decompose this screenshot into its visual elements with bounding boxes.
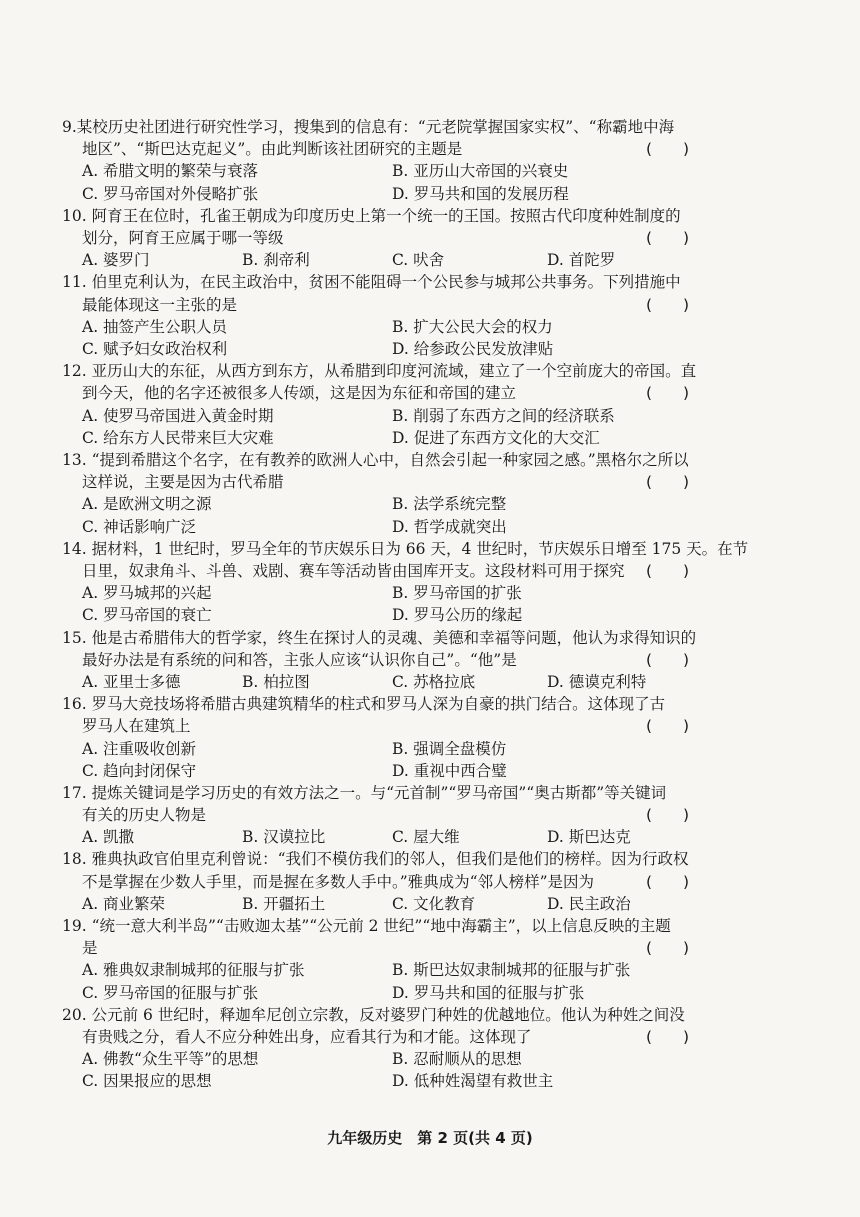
question-text: 18. 雅典执政官伯里克利曾说：“我们不模仿我们的邻人，但我们是他们的榜样。因为行政权 — [62, 850, 689, 869]
question-stem-line — [62, 715, 722, 737]
question-stem-line — [62, 848, 722, 870]
page-footer: 九年级历史 第 2 页(共 4 页) — [327, 1129, 533, 1147]
option-b[interactable]: B. 强调全盘模仿 — [392, 739, 507, 758]
question-stem-line — [62, 271, 722, 293]
question-item — [62, 271, 722, 360]
options-row — [62, 893, 722, 915]
option-b[interactable]: B. 柏拉图 — [242, 672, 310, 691]
answer-blank[interactable]: ( ) — [646, 1028, 690, 1047]
option-c[interactable]: C. 趋向封闭保守 — [82, 761, 197, 780]
question-item — [62, 627, 722, 694]
question-text: 地区”、“斯巴达克起义”。由此判断该社团研究的主题是 — [82, 140, 463, 159]
question-stem-line — [62, 560, 722, 582]
answer-blank[interactable]: ( ) — [646, 806, 690, 825]
question-stem-line — [62, 205, 722, 227]
options-row — [62, 1048, 722, 1070]
question-text: 20. 公元前 6 世纪时，释迦牟尼创立宗教，反对婆罗门种姓的优越地位。他认为种姓之间没 — [62, 1005, 685, 1024]
option-c[interactable]: C. 罗马帝国的征服与扩张 — [82, 983, 259, 1002]
options-row — [62, 493, 722, 515]
answer-blank[interactable]: ( ) — [646, 561, 690, 580]
question-item — [62, 116, 722, 205]
question-text: 划分，阿育王应属于哪一等级 — [82, 228, 284, 247]
option-d[interactable]: D. 重视中西合璧 — [392, 761, 507, 780]
options-row — [62, 316, 722, 338]
question-text: 有贵贱之分，看人不应分种姓出身，应看其行为和才能。这体现了 — [82, 1028, 532, 1047]
option-c[interactable]: C. 文化教育 — [392, 894, 476, 913]
options-row — [62, 516, 722, 538]
question-text: 不是掌握在少数人手里，而是握在多数人手中。”雅典成为“邻人榜样”是因为 — [82, 872, 595, 891]
options-row — [62, 1070, 722, 1092]
question-stem-line — [62, 471, 722, 493]
options-row — [62, 405, 722, 427]
options-row — [62, 338, 722, 360]
question-stem-line — [62, 782, 722, 804]
options-row — [62, 760, 722, 782]
options-row — [62, 826, 722, 848]
question-item — [62, 848, 722, 915]
question-stem-line — [62, 649, 722, 671]
question-text: 9.某校历史社团进行研究性学习，搜集到的信息有：“元老院掌握国家实权”、“称霸地中海 — [62, 118, 675, 136]
question-text: 11. 伯里克利认为，在民主政治中，贫困不能阻碍一个公民参与城邦公共事务。下列措施中 — [62, 273, 681, 292]
option-c[interactable]: C. 神话影响广泛 — [82, 517, 197, 536]
answer-blank[interactable]: ( ) — [646, 384, 690, 403]
question-text: 日里，奴隶角斗、斗兽、戏剧、赛车等活动皆由国库开支。这段材料可用于探究 — [82, 561, 625, 580]
question-text: 15. 他是古希腊伟大的哲学家，终生在探讨人的灵魂、美德和幸福等问题，他认为求得知识的 — [62, 628, 697, 647]
options-row — [62, 183, 722, 205]
option-b[interactable]: B. 忍耐顺从的思想 — [392, 1050, 522, 1069]
option-b[interactable]: B. 亚历山大帝国的兴衰史 — [392, 162, 569, 181]
question-list — [62, 116, 749, 1093]
options-row — [62, 160, 722, 182]
question-item — [62, 538, 749, 627]
option-c[interactable]: C. 赋予妇女政治权利 — [82, 339, 228, 358]
answer-blank[interactable]: ( ) — [646, 473, 690, 492]
option-a[interactable]: A. 佛教“众生平等”的思想 — [82, 1050, 259, 1069]
question-item — [62, 360, 722, 449]
option-a[interactable]: A. 使罗马帝国进入黄金时期 — [82, 406, 274, 425]
options-row — [62, 982, 722, 1004]
option-d[interactable]: D. 斯巴达克 — [547, 828, 631, 847]
question-stem-line — [62, 871, 722, 893]
option-a[interactable]: A. 凯撒 — [82, 828, 135, 847]
question-text: 12. 亚历山大的东征，从西方到东方，从希腊到印度河流域，建立了一个空前庞大的帝国。直 — [62, 362, 697, 381]
option-a[interactable]: A. 婆罗门 — [82, 251, 150, 270]
question-stem-line — [62, 227, 722, 249]
option-b[interactable]: B. 开疆拓土 — [242, 894, 326, 913]
question-text: 最能体现这一主张的是 — [82, 295, 238, 314]
option-c[interactable]: C. 苏格拉底 — [392, 672, 476, 691]
options-row — [62, 671, 722, 693]
question-text: 10. 阿育王在位时，孔雀王朝成为印度历史上第一个统一的王国。按照古代印度种姓制度的 — [62, 206, 681, 225]
question-stem-line — [62, 627, 722, 649]
question-text: 13. “提到希腊这个名字，在有教养的欧洲人心中，自然会引起一种家园之感。”黑格尔之所以 — [62, 450, 689, 469]
question-text: 是 — [82, 939, 98, 958]
question-text: 到今天，他的名字还被很多人传颂，这是因为东征和帝国的建立 — [82, 384, 517, 403]
question-text: 有关的历史人物是 — [82, 806, 207, 825]
question-stem-line — [62, 1026, 722, 1048]
option-d[interactable]: D. 罗马公历的缘起 — [392, 606, 523, 625]
question-stem-line — [62, 1004, 722, 1026]
option-c[interactable]: C. 屋大维 — [392, 828, 460, 847]
option-d[interactable]: D. 哲学成就突出 — [392, 517, 507, 536]
answer-blank[interactable]: ( ) — [646, 939, 690, 958]
question-stem-line — [62, 138, 722, 160]
question-text: 罗马人在建筑上 — [82, 717, 191, 736]
question-item — [62, 782, 722, 849]
option-a[interactable]: A. 雅典奴隶制城邦的征服与扩张 — [82, 961, 305, 980]
option-c[interactable]: C. 给东方人民带来巨大灾难 — [82, 428, 274, 447]
question-item — [62, 693, 722, 782]
option-d[interactable]: D. 首陀罗 — [547, 251, 616, 270]
question-stem-line — [62, 538, 749, 560]
option-d[interactable]: D. 给参政公民发放津贴 — [392, 339, 554, 358]
option-b[interactable]: B. 罗马帝国的扩张 — [392, 584, 522, 603]
option-b[interactable]: B. 法学系统完整 — [392, 495, 507, 514]
question-text: 这样说，主要是因为古代希腊 — [82, 473, 284, 492]
question-stem-line — [62, 915, 722, 937]
question-stem-line — [62, 116, 722, 138]
options-row — [62, 249, 722, 271]
answer-blank[interactable]: ( ) — [646, 228, 690, 247]
option-b[interactable]: B. 削弱了东西方之间的经济联系 — [392, 406, 615, 425]
option-c[interactable]: C. 吠舍 — [392, 251, 445, 270]
options-row — [62, 738, 722, 760]
question-item — [62, 449, 722, 538]
option-c[interactable]: C. 罗马帝国对外侵略扩张 — [82, 184, 259, 203]
option-a[interactable]: A. 罗马城邦的兴起 — [82, 584, 212, 603]
answer-blank[interactable]: ( ) — [646, 295, 690, 314]
option-a[interactable]: A. 抽签产生公职人员 — [82, 317, 228, 336]
options-row — [62, 427, 722, 449]
option-d[interactable]: D. 促进了东西方文化的大交汇 — [392, 428, 600, 447]
question-item — [62, 205, 722, 272]
options-row — [62, 582, 722, 604]
option-b[interactable]: B. 斯巴达奴隶制城邦的征服与扩张 — [392, 961, 631, 980]
question-stem-line — [62, 382, 722, 404]
question-stem-line — [62, 449, 722, 471]
option-d[interactable]: D. 罗马共和国的征服与扩张 — [392, 983, 585, 1002]
answer-blank[interactable]: ( ) — [646, 717, 690, 736]
question-text: 17. 提炼关键词是学习历史的有效方法之一。与“元首制”“罗马帝国”“奥古斯都”等关键词 — [62, 783, 667, 802]
option-a[interactable]: A. 商业繁荣 — [82, 894, 166, 913]
question-text: 最好办法是有系统的问和答，主张人应该“认识你自己”。“他”是 — [82, 650, 517, 669]
option-b[interactable]: B. 汉谟拉比 — [242, 828, 326, 847]
question-text: 19. “统一意大利半岛”“击败迦太基”“公元前 2 世纪”“地中海霸主”，以上信息反映的主题 — [62, 917, 671, 936]
option-a[interactable]: A. 希腊文明的繁荣与衰落 — [82, 162, 259, 181]
option-b[interactable]: B. 刹帝利 — [242, 251, 310, 270]
answer-blank[interactable]: ( ) — [646, 872, 690, 891]
option-a[interactable]: A. 亚里士多德 — [82, 672, 181, 691]
question-item — [62, 915, 722, 1004]
option-d[interactable]: D. 德谟克利特 — [547, 672, 647, 691]
question-item — [62, 1004, 722, 1093]
options-row — [62, 604, 722, 626]
question-stem-line — [62, 937, 722, 959]
option-d[interactable]: D. 民主政治 — [547, 894, 631, 913]
answer-blank[interactable]: ( ) — [646, 650, 690, 669]
question-stem-line — [62, 294, 722, 316]
question-stem-line — [62, 693, 722, 715]
option-a[interactable]: A. 注重吸收创新 — [82, 739, 197, 758]
answer-blank[interactable]: ( ) — [646, 140, 690, 159]
question-stem-line — [62, 804, 722, 826]
question-text: 16. 罗马大竞技场将希腊古典建筑精华的柱式和罗马人深为自豪的拱门结合。这体现了古 — [62, 695, 666, 714]
option-d[interactable]: D. 低种姓渴望有救世主 — [392, 1072, 554, 1091]
question-stem-line — [62, 360, 722, 382]
option-b[interactable]: B. 扩大公民大会的权力 — [392, 317, 553, 336]
question-text: 14. 据材料，1 世纪时，罗马全年的节庆娱乐日为 66 天，4 世纪时，节庆娱乐日增至 175 天。在节 — [62, 539, 749, 558]
option-d[interactable]: D. 罗马共和国的发展历程 — [392, 184, 569, 203]
option-c[interactable]: C. 罗马帝国的衰亡 — [82, 606, 212, 625]
options-row — [62, 959, 722, 981]
option-c[interactable]: C. 因果报应的思想 — [82, 1072, 212, 1091]
option-a[interactable]: A. 是欧洲文明之源 — [82, 495, 212, 514]
